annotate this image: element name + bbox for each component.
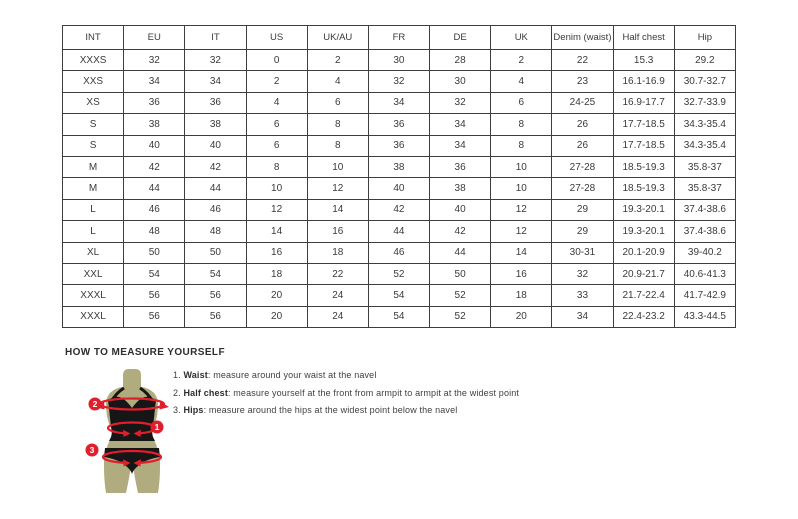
size-value-cell: 20 (491, 306, 552, 327)
size-value-cell: 36 (185, 92, 246, 113)
size-conversion-table (62, 25, 736, 328)
step-label: Hips (183, 405, 204, 415)
size-value-cell: 42 (368, 199, 429, 220)
size-value-cell: 8 (491, 114, 552, 135)
size-value-cell: 10 (491, 178, 552, 199)
step-text: : measure yourself at the front from armpit to armpit at the widest point (227, 387, 520, 398)
step-text: : measure around your waist at the navel (207, 370, 377, 380)
size-value-cell: 46 (124, 199, 185, 220)
size-value-cell: 35.8-37 (674, 156, 735, 177)
hips-badge-number: 3 (89, 445, 95, 455)
size-value-cell: 34 (552, 306, 613, 327)
size-value-cell: 56 (185, 306, 246, 327)
size-value-cell: 27-28 (552, 178, 613, 199)
size-label-cell: XXXL (63, 306, 124, 327)
step-number: 1. (173, 370, 181, 380)
table-row (63, 285, 736, 306)
size-value-cell: 34.3-35.4 (674, 135, 735, 156)
size-value-cell: 42 (124, 156, 185, 177)
size-value-cell: 54 (368, 306, 429, 327)
size-value-cell: 16 (307, 221, 368, 242)
size-value-cell: 22.4-23.2 (613, 306, 674, 327)
size-table-header-row (63, 26, 736, 50)
column-header-hip: Hip (674, 26, 735, 50)
column-header-uk: UK (491, 26, 552, 50)
size-value-cell: 18.5-19.3 (613, 178, 674, 199)
size-label-cell: XXXS (63, 50, 124, 71)
size-value-cell: 12 (307, 178, 368, 199)
size-value-cell: 34 (430, 114, 491, 135)
column-header-it: IT (185, 26, 246, 50)
size-value-cell: 22 (307, 263, 368, 284)
size-value-cell: 14 (246, 221, 307, 242)
table-row (63, 114, 736, 135)
table-row (63, 156, 736, 177)
size-value-cell: 12 (491, 199, 552, 220)
table-row (63, 199, 736, 220)
size-value-cell: 6 (246, 114, 307, 135)
size-value-cell: 17.7-18.5 (613, 135, 674, 156)
size-value-cell: 36 (124, 92, 185, 113)
measure-step-waist (173, 370, 519, 380)
size-value-cell: 20 (246, 306, 307, 327)
size-label-cell: S (63, 135, 124, 156)
size-value-cell: 32 (124, 50, 185, 71)
column-header-half-chest: Half chest (613, 26, 674, 50)
size-table-body (63, 50, 736, 328)
size-value-cell: 38 (124, 114, 185, 135)
size-value-cell: 50 (430, 263, 491, 284)
size-label-cell: XXS (63, 71, 124, 92)
size-value-cell: 29.2 (674, 50, 735, 71)
size-value-cell: 48 (185, 221, 246, 242)
size-value-cell: 33 (552, 285, 613, 306)
size-value-cell: 35.8-37 (674, 178, 735, 199)
size-value-cell: 54 (185, 263, 246, 284)
size-label-cell: XS (63, 92, 124, 113)
size-value-cell: 28 (430, 50, 491, 71)
size-value-cell: 8 (307, 135, 368, 156)
size-value-cell: 17.7-18.5 (613, 114, 674, 135)
size-value-cell: 30 (430, 71, 491, 92)
size-label-cell: M (63, 178, 124, 199)
size-value-cell: 56 (185, 285, 246, 306)
size-value-cell: 38 (430, 178, 491, 199)
size-value-cell: 32 (368, 71, 429, 92)
size-value-cell: 19.3-20.1 (613, 221, 674, 242)
size-value-cell: 10 (491, 156, 552, 177)
size-value-cell: 52 (430, 285, 491, 306)
step-text: : measure around the hips at the widest point below the navel (203, 405, 458, 415)
size-value-cell: 27-28 (552, 156, 613, 177)
size-label-cell: XL (63, 242, 124, 263)
size-value-cell: 42 (430, 221, 491, 242)
size-value-cell: 2 (491, 50, 552, 71)
size-value-cell: 37.4-38.6 (674, 199, 735, 220)
size-value-cell: 24-25 (552, 92, 613, 113)
size-value-cell: 52 (368, 263, 429, 284)
size-value-cell: 43.3-44.5 (674, 306, 735, 327)
size-value-cell: 24 (307, 306, 368, 327)
size-label-cell: M (63, 156, 124, 177)
measure-step-hips (173, 405, 519, 415)
size-label-cell: L (63, 199, 124, 220)
size-value-cell: 8 (307, 114, 368, 135)
size-value-cell: 32 (185, 50, 246, 71)
size-value-cell: 48 (124, 221, 185, 242)
size-value-cell: 44 (185, 178, 246, 199)
size-value-cell: 50 (124, 242, 185, 263)
size-value-cell: 34.3-35.4 (674, 114, 735, 135)
size-value-cell: 34 (185, 71, 246, 92)
table-row (63, 242, 736, 263)
size-value-cell: 34 (124, 71, 185, 92)
size-value-cell: 18 (246, 263, 307, 284)
size-value-cell: 52 (430, 306, 491, 327)
size-value-cell: 34 (430, 135, 491, 156)
size-value-cell: 12 (246, 199, 307, 220)
size-value-cell: 36 (368, 114, 429, 135)
size-value-cell: 10 (307, 156, 368, 177)
column-header-eu: EU (124, 26, 185, 50)
size-value-cell: 18 (307, 242, 368, 263)
size-value-cell: 30-31 (552, 242, 613, 263)
size-value-cell: 16.1-16.9 (613, 71, 674, 92)
size-value-cell: 16 (491, 263, 552, 284)
size-value-cell: 29 (552, 199, 613, 220)
size-value-cell: 8 (246, 156, 307, 177)
waist-badge-number: 1 (154, 422, 160, 432)
size-value-cell: 36 (368, 135, 429, 156)
size-value-cell: 38 (185, 114, 246, 135)
size-value-cell: 44 (368, 221, 429, 242)
size-value-cell: 2 (307, 50, 368, 71)
chest-badge-number: 2 (92, 399, 98, 409)
table-row (63, 50, 736, 71)
size-value-cell: 19.3-20.1 (613, 199, 674, 220)
column-header-uk-au: UK/AU (307, 26, 368, 50)
size-value-cell: 39-40.2 (674, 242, 735, 263)
size-value-cell: 40 (368, 178, 429, 199)
step-label: Half chest (183, 387, 228, 398)
size-value-cell: 32 (430, 92, 491, 113)
size-value-cell: 6 (307, 92, 368, 113)
size-value-cell: 21.7-22.4 (613, 285, 674, 306)
table-row (63, 71, 736, 92)
size-value-cell: 4 (307, 71, 368, 92)
size-value-cell: 6 (491, 92, 552, 113)
size-value-cell: 50 (185, 242, 246, 263)
size-value-cell: 41.7-42.9 (674, 285, 735, 306)
size-value-cell: 56 (124, 285, 185, 306)
size-value-cell: 14 (307, 199, 368, 220)
size-value-cell: 56 (124, 306, 185, 327)
size-value-cell: 16.9-17.7 (613, 92, 674, 113)
size-value-cell: 15.3 (613, 50, 674, 71)
size-value-cell: 40 (185, 135, 246, 156)
size-value-cell: 20 (246, 285, 307, 306)
measure-steps (173, 370, 519, 423)
size-value-cell: 26 (552, 114, 613, 135)
size-value-cell: 38 (368, 156, 429, 177)
size-value-cell: 10 (246, 178, 307, 199)
size-label-cell: XXXL (63, 285, 124, 306)
size-value-cell: 37.4-38.6 (674, 221, 735, 242)
size-value-cell: 18.5-19.3 (613, 156, 674, 177)
size-value-cell: 40 (430, 199, 491, 220)
column-header-denim-waist: Denim (waist) (552, 26, 613, 50)
size-value-cell: 30.7-32.7 (674, 71, 735, 92)
size-value-cell: 44 (124, 178, 185, 199)
table-row (63, 221, 736, 242)
size-value-cell: 54 (124, 263, 185, 284)
size-table-head (63, 26, 736, 50)
size-label-cell: XXL (63, 263, 124, 284)
measure-section-title: HOW TO MEASURE YOURSELF (65, 347, 225, 358)
step-number: 2. (173, 387, 181, 398)
size-value-cell: 2 (246, 71, 307, 92)
size-label-cell: L (63, 221, 124, 242)
size-value-cell: 29 (552, 221, 613, 242)
size-value-cell: 24 (307, 285, 368, 306)
size-value-cell: 34 (368, 92, 429, 113)
size-value-cell: 44 (430, 242, 491, 263)
size-value-cell: 20.1-20.9 (613, 242, 674, 263)
size-value-cell: 20.9-21.7 (613, 263, 674, 284)
column-header-fr: FR (368, 26, 429, 50)
step-label: Waist (183, 370, 208, 380)
table-row (63, 306, 736, 327)
table-row (63, 263, 736, 284)
size-value-cell: 6 (246, 135, 307, 156)
table-row (63, 178, 736, 199)
size-value-cell: 54 (368, 285, 429, 306)
column-header-int: INT (63, 26, 124, 50)
size-value-cell: 30 (368, 50, 429, 71)
size-value-cell: 46 (368, 242, 429, 263)
table-row (63, 135, 736, 156)
size-value-cell: 32.7-33.9 (674, 92, 735, 113)
size-value-cell: 40 (124, 135, 185, 156)
table-row (63, 92, 736, 113)
size-value-cell: 4 (491, 71, 552, 92)
column-header-de: DE (430, 26, 491, 50)
step-number: 3. (173, 405, 181, 415)
size-value-cell: 4 (246, 92, 307, 113)
size-value-cell: 42 (185, 156, 246, 177)
size-value-cell: 12 (491, 221, 552, 242)
size-value-cell: 16 (246, 242, 307, 263)
measure-step-half-chest (173, 388, 519, 398)
column-header-us: US (246, 26, 307, 50)
size-value-cell: 46 (185, 199, 246, 220)
size-value-cell: 8 (491, 135, 552, 156)
size-value-cell: 22 (552, 50, 613, 71)
size-value-cell: 14 (491, 242, 552, 263)
size-value-cell: 36 (430, 156, 491, 177)
size-value-cell: 40.6-41.3 (674, 263, 735, 284)
size-value-cell: 26 (552, 135, 613, 156)
size-value-cell: 32 (552, 263, 613, 284)
size-value-cell: 18 (491, 285, 552, 306)
size-value-cell: 0 (246, 50, 307, 71)
size-label-cell: S (63, 114, 124, 135)
size-value-cell: 23 (552, 71, 613, 92)
